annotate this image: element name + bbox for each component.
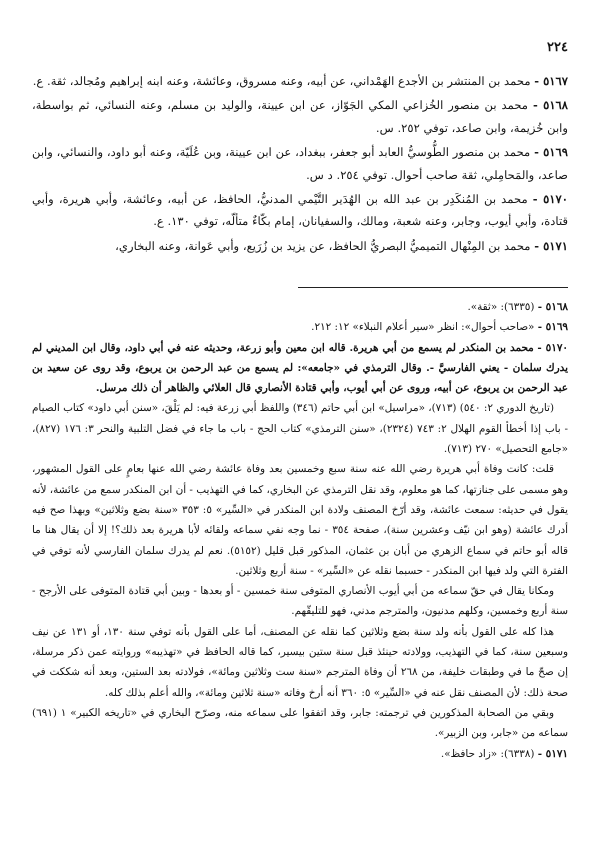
footnote-paragraph [32, 622, 568, 703]
footnotes [32, 297, 568, 764]
footnote-number: ٥١٧١ - [537, 747, 568, 760]
footnote-paragraph [32, 581, 568, 622]
footnote-text: هذا كله على القول بأنه ولد سنة بضع وثلاثين كما نقله عن المصنف، أما على القول بأنه توفي سنة ١٣٠، أو ١٣١ عن نيف وسبعين سنة، كما في التهذيب، وولادته حينئذ قبل سنة ستين بيسير، كما قاله الحافظ في «تهذيبه» وروايته عمن ذكر مرسلة، إن صحّ ما في وطبقات خليفة، من ٢٦٨ أن وفاة المترجم «سنة ست وثلاثين ومائة»، فولادته بعد الستين، وبعد أنه شككت في صحة ذلك: لأن المصنف نقل عنه في «السِّير» ٥: ٣٦٠ أنه أرخ وفاته «سنة ثلاثين ومائة»، والله أعلم بذلك كله. [32, 625, 568, 699]
footnote-text: ومكانا يقال في حقّ سماعه من أبي أيوب الأنصاري المتوفى سنة خمسين - أو بعدها - وبين أبي قتادة المتوفى على الأرجح - سنة أربع وخمسين، وكلهم مدنيون، والمترجم مدني، فهو للتليقّهم. [32, 585, 568, 618]
entry-number: ٥١٧١ - [534, 238, 568, 253]
entry-text: محمد بن منصور الطُّوسيُّ العابد أبو جعفر، ببغداد، عن ابن عيينة، وبن عُلَيّة، وعنه أبو داود، والنسائي، وابن صاعد، والمَحامِلي، ثقة صاحب أحوال. توفي ٢٥٤. د س. [32, 145, 568, 182]
footnote-text: «صاحب أحوال»: انظر «سير أعلام النبلاء» ١٢: ٢١٢. [311, 321, 535, 334]
footnote [32, 297, 568, 317]
footnote-text: وبقي من الصحابة المذكورين في ترجمته: جابر، وقد اتفقوا على سماعه منه، وصرّح البخاري في «تاريخه الكبير» ١ (٦٩١) سماعه من «جابر، وبن الزبير». [32, 706, 568, 740]
footnote-number: ٥١٦٨ - [537, 301, 568, 313]
entry [32, 94, 568, 139]
entry [32, 188, 568, 233]
entry-text: محمد بن المِنْهال التميميُّ البصريُّ الحافظ، عن يزيد بن زُرَيع، وأبي عَوانة، وعنه البخاري، [115, 238, 531, 253]
main-text [32, 70, 568, 259]
entry-text: محمد بن المُنكَدِر بن عبد الله بن الهُدَير التَّيْمي المدنيُّ، الحافظ، عن أبيه، وعائشة، وأبي هريرة، وأبي قتادة، وأبي أيوب، وجابر، وعنه شعبة، ومالك، والسفيانان، إمام بكّاءٌ متألّه، توفي ١٣٠. ع. [32, 192, 568, 229]
footnote-number: ٥١٧٠ - [537, 341, 568, 354]
page-number: ٢٢٤ [547, 40, 568, 55]
footnote-text: محمد بن المنكدر لم يسمع من أبي هريرة. قاله ابن معين وأبو زرعة، وحديثه عنه في أبي داود، وقال ابن المديني لم يدرك سلمان - يعني الفارسيَّ -. وقال الترمذي في «جامعه»: لم يسمع من عبد الرحمن بن يربوع، وقد روى عن سعيد بن عبد الرحمن بن يربوع، عن أبيه، وروى عن أبي أيوب، وأبي قتادة الأنصاري قال العلائي والظاهر أن ذلك مرسل. [32, 341, 568, 395]
entry [32, 70, 568, 92]
footnote-paragraph [32, 398, 568, 459]
footnote-text: (٦٣٣٥): «ثقة». [467, 301, 535, 313]
footnote [32, 744, 568, 764]
entry-number: ٥١٦٩ - [534, 145, 568, 160]
footnote-text: (تاريخ الدوري ٢: ٥٤٠) (٧١٣)، «مراسيل» ابن أبي حاتم (٣٤٦) واللفظ أبي زرعة فيه: لم يَلْقَ، «سنن أبي داود» كتاب الصيام - باب إذا أخطأ القوم الهلال ٢: ٧٤٣ (٢٣٢٤)، «سنن الترمذي» كتاب الحج - باب ما جاء في فضل التلبية والنحر ٣: ١٧٦ (٨٢٧)، «جامع التحصيل» ٢٧٠ (٧١٣). [32, 402, 568, 456]
footnote-divider [298, 287, 568, 288]
entry [32, 141, 568, 186]
entry [32, 235, 568, 257]
footnote-text: قلت: كانت وفاة أبي هريرة رضي الله عنه سنة سبع وخمسين بعد وفاة عائشة رضي الله عنها بعامٍ على القول المشهور، وهو مسمى على جنازتها، كما هو معلوم، وقد نقل الترمذي عن البخاري، كما في التهذيب - أن ابن المنكدر سمع من عائشة، لأنه يقول في حديثه: سمعت عائشة، وقد أرّخ المصنف ولادة ابن المنكدر في «السِّير» ٥: ٣٥٣ «سنة بضع وثلاثين» وبهذا صح فيه أدرك عائشة (وهو ابن نيّف وعشرين سنة)، صفحة ٣٥٤ - نما وجه نفي سماعه ولقائه لأبا هريرة بعد ذلك؟! إلا أن يقال هنا ما قاله أبو حاتم في سماع الزهري من أبان بن عثمان، المذكور قبل قليل (٥١٥٢). نعم لم يدرك سلمان الفارسي لأنه توفي في الفترة التي ولد فيها ابن المنكدر - حسبما نقله عن «السِّير» - سنة أربع وثلاثين. [32, 463, 568, 577]
footnote [32, 338, 568, 399]
footnote-text: (٦٣٣٨): «زاد حافظ». [440, 747, 535, 760]
entry-number: ٥١٦٧ - [534, 74, 568, 88]
entry-text: محمد بن المنتشر بن الأجدع الهَمْداني، عن أبيه، وعنه مسروق، وعائشة، وعنه ابنه إبراهيم ومُجالد، ثقة. ع. [32, 74, 531, 88]
entry-text: محمد بن منصور الخُزاعي المكي الجَوّاز، عن ابن عيينة، والوليد بن مسلم، وعنه النسائي، ثم بواسطة، وابن خُزيمة، وابن صاعد، توفي ٢٥٢. س. [32, 98, 568, 135]
footnote [32, 317, 568, 337]
entry-number: ٥١٧٠ - [532, 192, 568, 207]
footnote-paragraph [32, 703, 568, 744]
footnote-paragraph [32, 459, 568, 581]
entry-number: ٥١٦٨ - [532, 98, 569, 113]
footnote-number: ٥١٦٩ - [537, 321, 568, 334]
